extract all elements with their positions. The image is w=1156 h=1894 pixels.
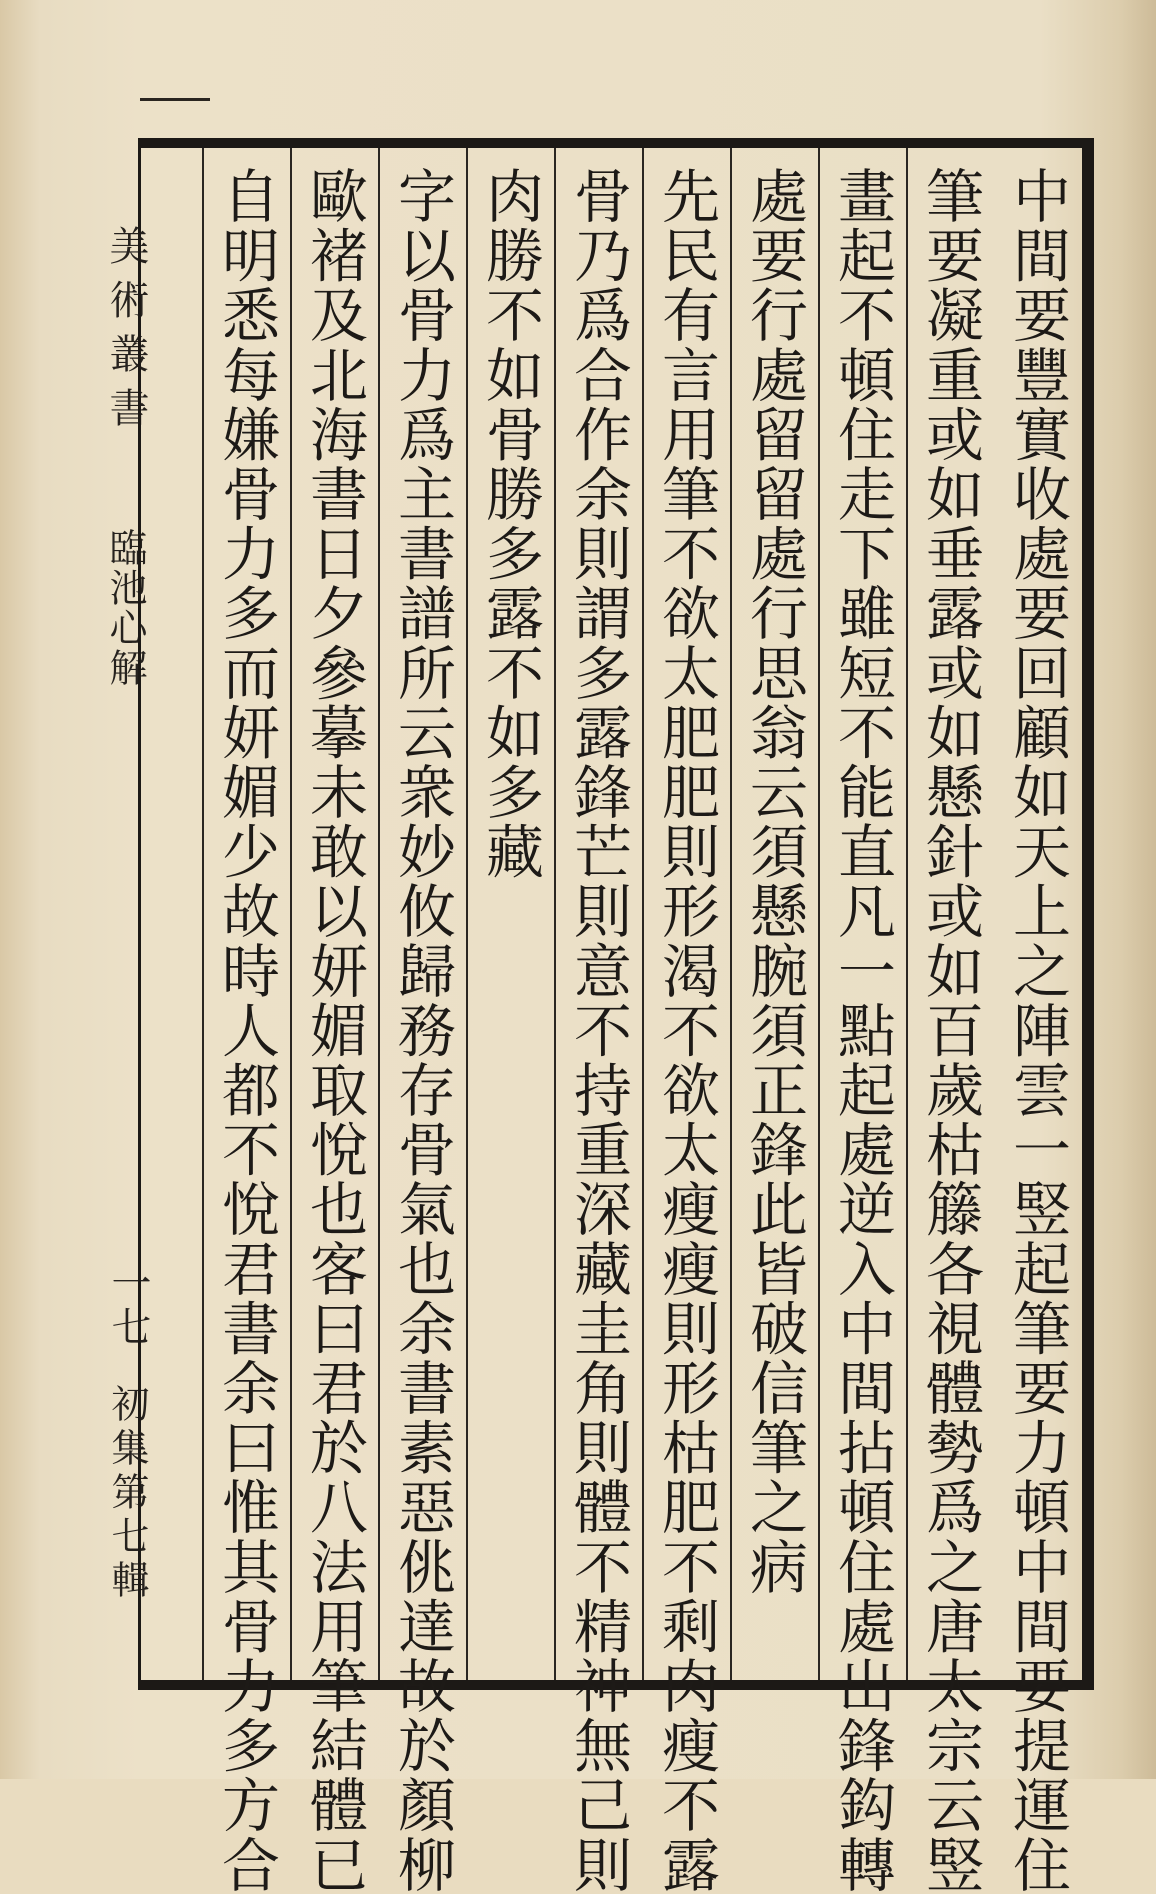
column-text: 字以骨力爲主書譜所云衆妙攸歸務存骨氣也余書素惡佻達故於顏柳 bbox=[388, 166, 456, 1894]
page-number: 一七 bbox=[105, 1262, 151, 1350]
text-column-5 bbox=[642, 148, 728, 1894]
text-column-1 bbox=[994, 148, 1080, 1894]
volume-label: 初集第七輯 bbox=[105, 1384, 149, 1604]
column-text: 畫起不頓住走下雖短不能直凡一點起處逆入中間拈頓住處出鋒鈎轉 bbox=[828, 166, 896, 1894]
column-text: 筆要凝重或如垂露或如懸針或如百歲枯籐各視體勢爲之唐太宗云竪 bbox=[916, 166, 984, 1894]
top-rule bbox=[140, 98, 210, 101]
text-column-3 bbox=[818, 148, 904, 1894]
column-text: 肉勝不如骨勝多露不如多藏 bbox=[476, 166, 544, 882]
column-text: 中間要豐實收處要回顧如天上之陣雲一竪起筆要力頓中間要提運住 bbox=[1003, 166, 1071, 1894]
column-text: 先民有言用筆不欲太肥肥則形渴不欲太瘦瘦則形枯肥不剩肉瘦不露 bbox=[652, 166, 720, 1894]
column-text: 歐褚及北海書日夕參摹未敢以妍媚取悅也客曰君於八法用筆結體已 bbox=[300, 166, 368, 1894]
text-column-10 bbox=[202, 148, 288, 1894]
text-column-7 bbox=[466, 148, 552, 1680]
text-column-2 bbox=[906, 148, 992, 1894]
text-column-9 bbox=[290, 148, 376, 1894]
column-text: 處要行處留留處行思翁云須懸腕須正鋒此皆破信筆之病 bbox=[740, 166, 808, 1597]
section-title: 臨池心解 bbox=[103, 528, 147, 688]
column-text: 骨乃爲合作余則謂多露鋒芒則意不持重深藏圭角則體不精神無己則 bbox=[564, 166, 632, 1894]
series-title: 美術叢書 bbox=[103, 225, 149, 441]
text-column-8 bbox=[378, 148, 464, 1894]
text-column-6 bbox=[554, 148, 640, 1894]
column-text: 自明悉每嫌骨力多而妍媚少故時人都不悅君書余曰惟其骨力多方合 bbox=[212, 166, 280, 1894]
text-column-4 bbox=[730, 148, 816, 1680]
